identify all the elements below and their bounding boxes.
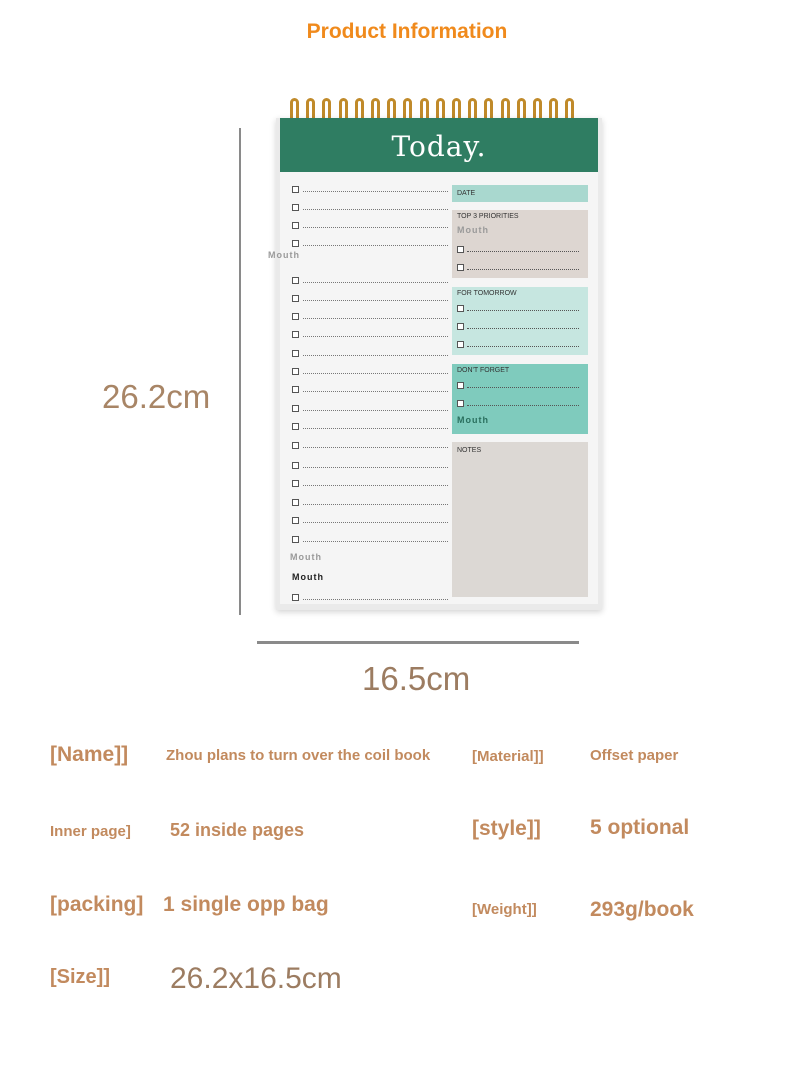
spec-style-value: 5 optional <box>590 816 690 839</box>
date-label: DATE <box>457 190 476 197</box>
dotted-line <box>303 355 448 356</box>
watermark-text: Mouth <box>292 572 324 582</box>
date-panel <box>452 185 588 202</box>
spec-name-value: Zhou plans to turn over the coil book <box>166 747 431 764</box>
checkbox-icon <box>292 331 299 338</box>
checkbox-icon <box>292 240 299 247</box>
width-dimension-line <box>257 641 579 644</box>
dotted-line <box>303 467 448 468</box>
checkbox-icon <box>292 295 299 302</box>
tomorrow-panel <box>452 287 588 355</box>
tomorrow-row <box>457 341 577 351</box>
checkbox-icon <box>292 186 299 193</box>
checklist-row <box>292 331 452 343</box>
notepad-heading: Today. <box>391 130 487 163</box>
dotted-line <box>303 522 448 523</box>
notepad-image <box>276 118 602 610</box>
dont-forget-label: DON'T FORGET <box>457 367 510 374</box>
checkbox-icon <box>292 204 299 211</box>
checkbox-icon <box>292 368 299 375</box>
checklist-row <box>292 368 452 380</box>
checklist-row <box>292 350 452 362</box>
checkbox-icon <box>292 442 299 449</box>
checklist-row <box>292 517 452 529</box>
checkbox-icon <box>292 222 299 229</box>
spec-packing-value: 1 single opp bag <box>163 893 329 916</box>
checklist-row <box>292 442 452 454</box>
notes-panel <box>452 442 588 597</box>
checklist-row <box>292 405 452 417</box>
notes-label: NOTES <box>457 447 482 454</box>
checkbox-icon <box>292 350 299 357</box>
tomorrow-label: FOR TOMORROW <box>457 290 517 297</box>
spec-name-label: [Name]] <box>50 743 129 766</box>
spec-size-value: 26.2x16.5cm <box>170 962 342 995</box>
height-dimension-label: 26.2cm <box>102 378 211 415</box>
spec-inner-value: 52 inside pages <box>170 820 305 840</box>
spec-packing-label: [packing] <box>50 893 144 916</box>
checklist-row <box>292 204 452 216</box>
priorities-panel <box>452 210 588 278</box>
checkbox-icon <box>292 480 299 487</box>
priority-row <box>457 246 577 256</box>
checklist-row <box>292 313 452 325</box>
dont-forget-panel <box>452 364 588 434</box>
dotted-line <box>303 227 448 228</box>
watermark-text: Mouth <box>290 552 322 562</box>
checkbox-icon <box>292 594 299 601</box>
spec-weight-value: 293g/book <box>590 898 694 921</box>
dotted-line <box>303 447 448 448</box>
dotted-line <box>303 485 448 486</box>
checklist-row <box>292 594 452 606</box>
checklist-row <box>292 386 452 398</box>
spec-inner-label: Inner page] <box>50 823 131 840</box>
priority-row <box>457 264 577 274</box>
width-dimension-label: 16.5cm <box>362 660 471 697</box>
checklist-row <box>292 295 452 307</box>
checklist-row <box>292 480 452 492</box>
dotted-line <box>303 373 448 374</box>
watermark-text: Mouth <box>268 250 300 260</box>
watermark-text: Mouth <box>457 415 489 425</box>
spec-material-label: [Material]] <box>472 748 544 765</box>
dotted-line <box>303 336 448 337</box>
spec-size-label: [Size]] <box>50 966 110 988</box>
watermark-text: Mouth <box>457 225 489 235</box>
checklist-row <box>292 462 452 474</box>
dotted-line <box>303 245 448 246</box>
dotted-line <box>303 209 448 210</box>
checkbox-icon <box>292 405 299 412</box>
tomorrow-row <box>457 305 577 315</box>
checkbox-icon <box>292 386 299 393</box>
page-title: Product Information <box>306 20 508 43</box>
checkbox-icon <box>292 277 299 284</box>
checkbox-icon <box>292 499 299 506</box>
spec-style-label: [style]] <box>472 817 541 840</box>
checklist-row <box>292 277 452 289</box>
notepad-page <box>280 172 598 604</box>
dotted-line <box>303 599 448 600</box>
dotted-line <box>303 318 448 319</box>
dont-forget-row <box>457 400 577 410</box>
notepad-header <box>280 118 598 172</box>
checkbox-icon <box>292 536 299 543</box>
checkbox-icon <box>292 423 299 430</box>
dotted-line <box>303 391 448 392</box>
checkbox-icon <box>292 313 299 320</box>
dotted-line <box>303 541 448 542</box>
dotted-line <box>303 504 448 505</box>
checklist-row <box>292 499 452 511</box>
dotted-line <box>303 282 448 283</box>
checklist-row <box>292 222 452 234</box>
checklist-row <box>292 186 452 198</box>
tomorrow-row <box>457 323 577 333</box>
checklist-row <box>292 240 452 252</box>
dont-forget-row <box>457 382 577 392</box>
spec-weight-label: [Weight]] <box>472 901 537 918</box>
priorities-label: TOP 3 PRIORITIES <box>457 213 519 220</box>
checkbox-icon <box>292 517 299 524</box>
dotted-line <box>303 300 448 301</box>
dotted-line <box>303 410 448 411</box>
checklist-row <box>292 536 452 548</box>
checklist-row <box>292 423 452 435</box>
height-dimension-line <box>239 128 241 615</box>
dotted-line <box>303 191 448 192</box>
spec-material-value: Offset paper <box>590 747 679 764</box>
dotted-line <box>303 428 448 429</box>
checkbox-icon <box>292 462 299 469</box>
